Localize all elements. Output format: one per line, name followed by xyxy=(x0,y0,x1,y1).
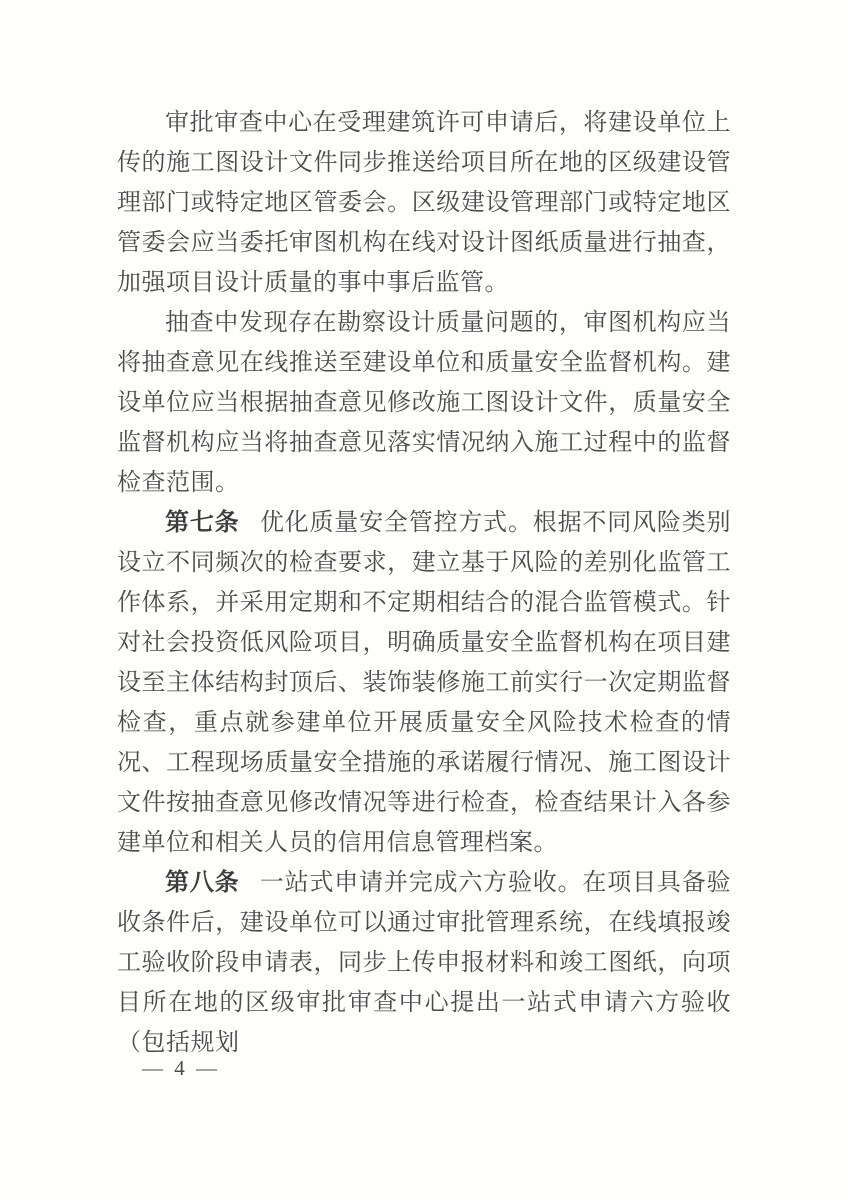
article-heading: 第八条 xyxy=(165,870,240,896)
paragraph-text: 一站式申请并完成六方验收。在项目具备验收条件后，建设单位可以通过审批管理系统，在线填报竣工验收阶段申请表，同步上传申报材料和竣工图纸，向项目所在地的区级审批审查中心提出一站式申请六方验收（包括规划 xyxy=(117,870,732,1056)
paragraph-text: 审批审查中心在受理建筑许可申请后，将建设单位上传的施工图设计文件同步推送给项目所在地的区级建设管理部门或特定地区管委会。区级建设管理部门或特定地区管委会应当委托审图机构在线对设计图纸质量进行抽查，加强项目设计质量的事中事后监管。 xyxy=(117,110,731,296)
paragraph xyxy=(117,303,731,503)
document-body xyxy=(117,103,731,1063)
paragraph-text: 抽查中发现存在勘察设计质量问题的，审图机构应当将抽查意见在线推送至建设单位和质量安全监督机构。建设单位应当根据抽查意见修改施工图设计文件，质量安全监督机构应当将抽查意见落实情况纳入施工过程中的监督检查范围。 xyxy=(117,310,731,496)
article-heading: 第七条 xyxy=(165,510,240,536)
article-paragraph xyxy=(117,503,731,863)
paragraph-text: 优化质量安全管控方式。根据不同风险类别设立不同频次的检查要求，建立基于风险的差别化监管工作体系，并采用定期和不定期相结合的混合监管模式。针对社会投资低风险项目，明确质量安全监督机构在项目建设至主体结构封顶后、装饰装修施工前实行一次定期监督检查，重点就参建单位开展质量安全风险技术检查的情况、工程现场质量安全措施的承诺履行情况、施工图设计文件按抽查意见修改情况等进行检查，检查结果计入各参建单位和相关人员的信用信息管理档案。 xyxy=(117,510,732,856)
article-paragraph xyxy=(117,863,731,1063)
page-number: — 4 — xyxy=(142,1056,220,1080)
paragraph xyxy=(117,103,731,303)
